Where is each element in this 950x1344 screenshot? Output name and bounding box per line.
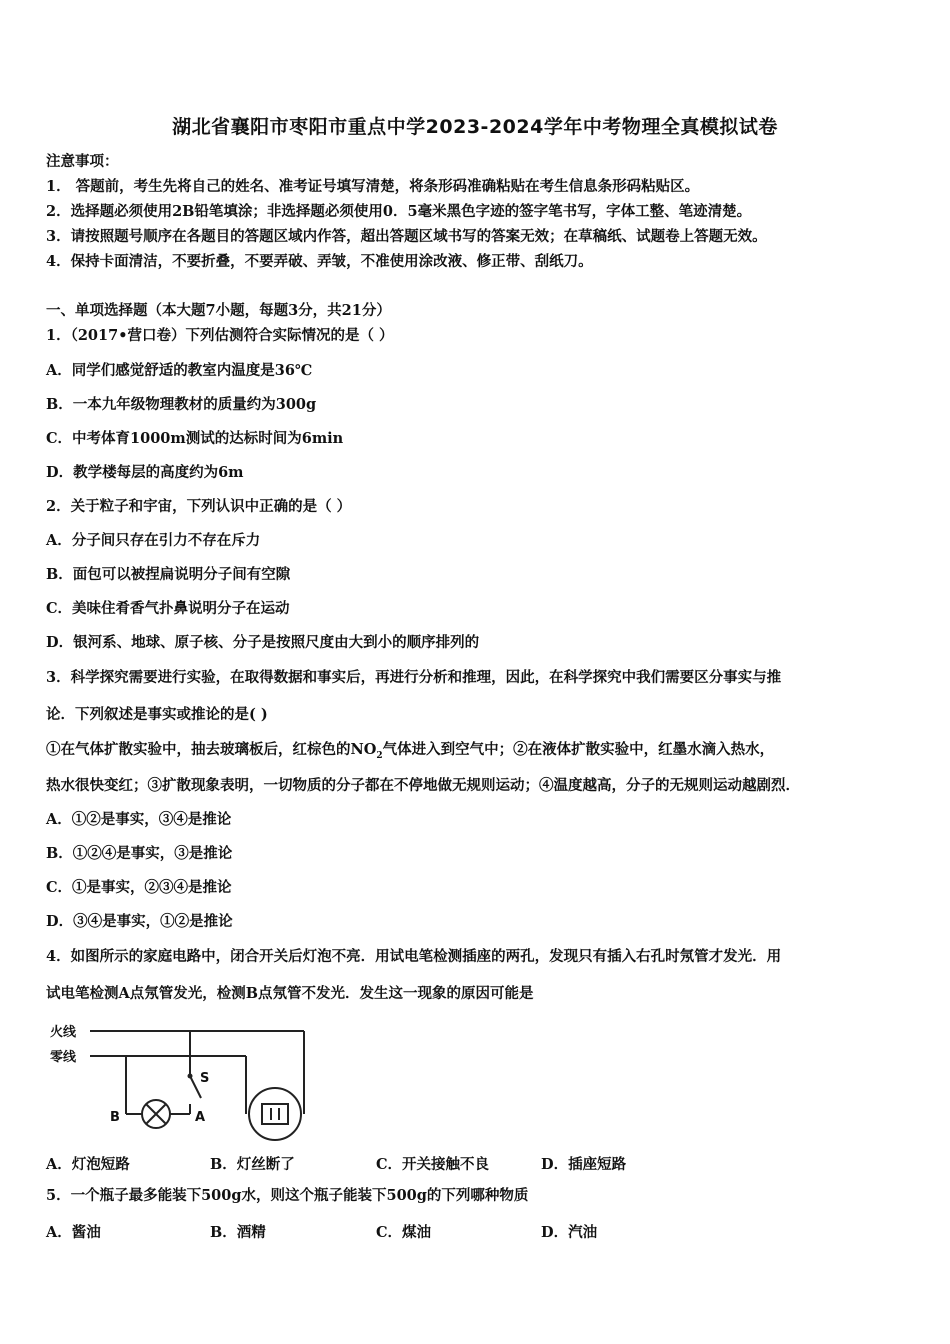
q3-facts-subscript: 2 xyxy=(376,750,383,761)
q4-stem-line2: 试电笔检测A点氖管发光，检测B点氖管不发光．发生这一现象的原因可能是 xyxy=(46,985,534,1002)
socket-face xyxy=(262,1104,288,1124)
q1-option-d: D．教学楼每层的高度约为6m xyxy=(46,464,244,481)
circuit-diagram xyxy=(46,1018,316,1143)
q1-stem: 1．（2017•营口卷）下列估测符合实际情况的是（ ） xyxy=(46,327,394,344)
q4-options-row xyxy=(46,1153,846,1173)
q4-option-c: C．开关接触不良 xyxy=(376,1156,490,1173)
q3-option-b: B．①②④是事实，③是推论 xyxy=(46,845,233,862)
q2-option-a: A．分子间只存在引力不存在斥力 xyxy=(46,532,261,549)
q1-option-c: C．中考体育1000m测试的达标时间为6min xyxy=(46,430,344,447)
q4-option-d: D．插座短路 xyxy=(541,1156,627,1173)
live-wire-label: 火线 xyxy=(50,1025,77,1040)
q2-option-c: C．美味住肴香气扑鼻说明分子在运动 xyxy=(46,600,290,617)
q5-stem: 5．一个瓶子最多能装下500g水，则这个瓶子能装下500g的下列哪种物质 xyxy=(46,1187,529,1204)
notice-item-1: 1． 答题前，考生先将自己的姓名、准考证号填写清楚，将条形码准确粘贴在考生信息条形码粘贴区。 xyxy=(46,178,700,195)
notice-item-2: 2．选择题必须使用2B铅笔填涂；非选择题必须使用0．5毫米黑色字迹的签字笔书写，字体工整、笔迹清楚。 xyxy=(46,203,752,220)
q5-options-row xyxy=(46,1221,846,1241)
q4-stem-line1: 4．如图所示的家庭电路中，闭合开关后灯泡不亮．用试电笔检测插座的两孔，发现只有插入右孔时氖管才发光．用 xyxy=(46,948,782,965)
point-a-label: A xyxy=(195,1110,206,1125)
q2-stem: 2．关于粒子和宇宙，下列认识中正确的是（ ） xyxy=(46,498,352,515)
q3-option-c: C．①是事实，②③④是推论 xyxy=(46,879,232,896)
socket-circle xyxy=(249,1088,301,1140)
q2-option-d: D．银河系、地球、原子核、分子是按照尺度由大到小的顺序排列的 xyxy=(46,634,480,651)
q3-stem-line1: 3．科学探究需要进行实验，在取得数据和事实后，再进行分析和推理，因此，在科学探究中我们需要区分事实与推 xyxy=(46,669,782,686)
q5-option-a: A．酱油 xyxy=(46,1224,101,1241)
q3-option-d: D．③④是事实，①②是推论 xyxy=(46,913,233,930)
q3-facts-line2: 热水很快变红；③扩散现象表明，一切物质的分子都在不停地做无规则运动；④温度越高，分子的无规则运动越剧烈． xyxy=(46,777,800,794)
point-b-label: B xyxy=(110,1110,120,1125)
q3-facts-text-a: ①在气体扩散实验中，抽去玻璃板后，红棕色的NO xyxy=(46,741,377,758)
page-title: 湖北省襄阳市枣阳市重点中学2023-2024学年中考物理全真模拟试卷 xyxy=(172,116,778,138)
q4-option-a: A．灯泡短路 xyxy=(46,1156,130,1173)
notice-item-4: 4．保持卡面清洁，不要折叠，不要弄破、弄皱，不准使用涂改液、修正带、刮纸刀。 xyxy=(46,253,593,270)
q4-option-b: B．灯丝断了 xyxy=(210,1156,295,1173)
switch-pivot-dot xyxy=(188,1074,193,1079)
notice-item-3: 3．请按照题号顺序在各题目的答题区域内作答，超出答题区域书写的答案无效；在草稿纸、试题卷上答题无效。 xyxy=(46,228,767,245)
q1-option-b: B．一本九年级物理教材的质量约为300g xyxy=(46,396,317,413)
q1-option-a: A．同学们感觉舒适的教室内温度是36℃ xyxy=(46,362,313,379)
q3-stem-line2: 论．下列叙述是事实或推论的是( ) xyxy=(46,706,268,723)
switch-label: S xyxy=(200,1071,210,1086)
notice-heading: 注意事项： xyxy=(46,153,119,170)
q5-option-b: B．酒精 xyxy=(210,1224,266,1241)
q5-option-c: C．煤油 xyxy=(376,1224,432,1241)
q2-option-b: B．面包可以被捏扁说明分子间有空隙 xyxy=(46,566,291,583)
q3-facts-line1 xyxy=(46,741,774,765)
neutral-wire-label: 零线 xyxy=(50,1050,77,1065)
q3-option-a: A．①②是事实，③④是推论 xyxy=(46,811,232,828)
q5-option-d: D．汽油 xyxy=(541,1224,598,1241)
section-heading: 一、单项选择题（本大题7小题，每题3分，共21分） xyxy=(46,302,391,319)
q3-facts-text-b: 气体进入到空气中；②在液体扩散实验中，红墨水滴入热水， xyxy=(382,741,775,758)
